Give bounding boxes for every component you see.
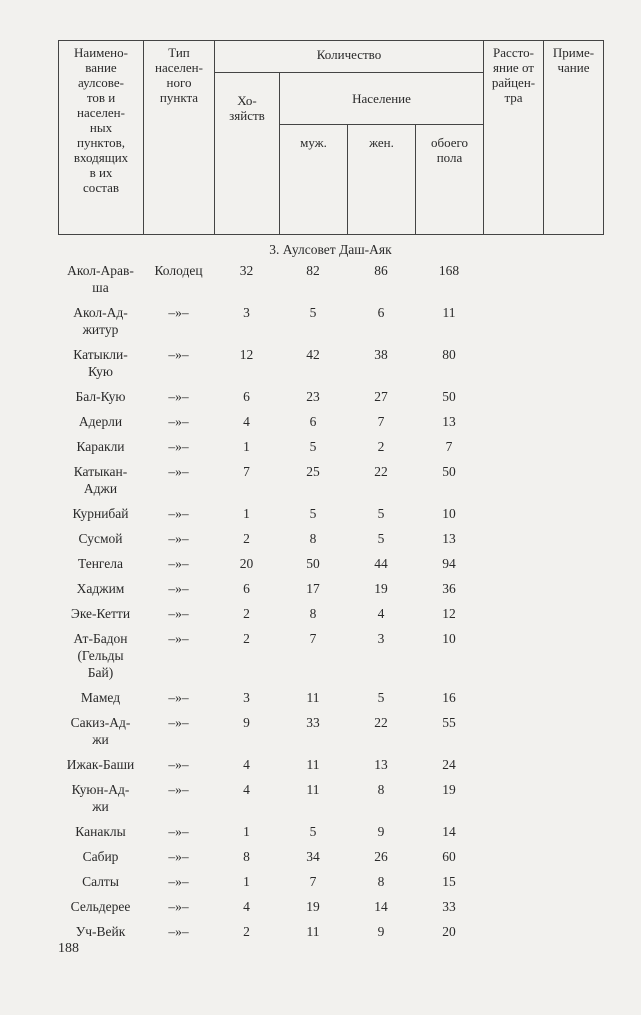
female-count: 5	[377, 506, 385, 521]
table-row	[58, 823, 603, 840]
table-row	[58, 388, 603, 405]
settlement-name: Акол-Ад- житур	[73, 305, 128, 337]
female-count: 9	[377, 924, 385, 939]
male-count: 25	[306, 464, 320, 479]
settlement-type: –»–	[168, 414, 189, 429]
settlement-name: Уч-Вейк	[75, 924, 126, 939]
male-count: 6	[309, 414, 317, 429]
table-row	[58, 438, 603, 455]
settlement-name: Ат-Бадон (Гельды Бай)	[73, 631, 128, 680]
households-count: 4	[243, 414, 250, 429]
households-count: 4	[243, 899, 250, 914]
households-count: 6	[243, 389, 250, 404]
households-count: 3	[243, 690, 250, 705]
header-households: Хо- зяйств	[215, 73, 280, 235]
households-count: 2	[243, 924, 250, 939]
total-count: 50	[442, 389, 456, 404]
header-quantity: Количество	[215, 41, 484, 73]
female-count: 6	[377, 305, 385, 320]
settlement-type: –»–	[168, 899, 189, 914]
table-row	[58, 873, 603, 890]
table-row	[58, 756, 603, 773]
settlement-type: –»–	[168, 556, 189, 571]
total-count: 24	[442, 757, 456, 772]
female-count: 27	[374, 389, 388, 404]
table-row	[58, 605, 603, 622]
female-count: 13	[374, 757, 388, 772]
header-name: Наимено- вание аулсове- тов и населен- ных пунктов, входящих в их состав	[59, 41, 144, 235]
female-count: 26	[374, 849, 388, 864]
households-count: 4	[243, 782, 250, 797]
settlement-type: –»–	[168, 874, 189, 889]
table-row	[58, 530, 603, 547]
households-count: 2	[243, 631, 250, 646]
settlement-type: –»–	[168, 347, 189, 362]
settlement-name: Бал-Кую	[75, 389, 126, 404]
settlement-name: Эке-Кетти	[70, 606, 131, 621]
table-row	[58, 898, 603, 915]
male-count: 33	[306, 715, 320, 730]
male-count: 50	[306, 556, 320, 571]
settlement-name: Хаджим	[76, 581, 125, 596]
header-both: обоего пола	[416, 125, 484, 235]
households-count: 2	[243, 606, 250, 621]
settlement-name: Сельдерее	[70, 899, 131, 914]
header-population: Население	[280, 73, 484, 125]
settlement-type: –»–	[168, 439, 189, 454]
households-count: 4	[243, 757, 250, 772]
households-count: 1	[243, 439, 250, 454]
male-count: 19	[306, 899, 320, 914]
male-count: 11	[306, 690, 320, 705]
total-count: 14	[442, 824, 456, 839]
settlement-type: –»–	[168, 464, 189, 479]
male-count: 34	[306, 849, 320, 864]
table-row	[58, 923, 603, 940]
header-type: Тип населен- ного пункта	[144, 41, 215, 235]
female-count: 8	[377, 874, 385, 889]
households-count: 12	[239, 347, 254, 362]
table-header	[58, 40, 604, 235]
total-count: 33	[442, 899, 456, 914]
male-count: 7	[309, 874, 317, 889]
table-row	[58, 714, 603, 748]
total-count: 13	[442, 414, 456, 429]
header-note: Приме- чание	[544, 41, 604, 235]
female-count: 3	[377, 631, 385, 646]
total-count: 16	[442, 690, 456, 705]
female-count: 8	[377, 782, 385, 797]
settlement-name: Салты	[82, 874, 119, 889]
male-count: 42	[306, 347, 320, 362]
table-row	[58, 463, 603, 497]
households-count: 1	[243, 506, 250, 521]
households-count: 32	[239, 263, 254, 278]
header-male: муж.	[280, 125, 348, 235]
settlement-name: Сусмой	[78, 531, 123, 546]
table-row	[58, 630, 603, 681]
households-count: 1	[243, 874, 250, 889]
settlement-name: Адерли	[78, 414, 123, 429]
households-count: 20	[239, 556, 254, 571]
table-row	[58, 781, 603, 815]
header-female: жен.	[348, 125, 416, 235]
settlement-name: Каракли	[76, 439, 125, 454]
female-count: 22	[374, 464, 388, 479]
settlement-name: Сабир	[82, 849, 119, 864]
section-title: 3. Аулсовет Даш-Аяк	[269, 242, 392, 257]
total-count: 55	[442, 715, 456, 730]
total-count: 80	[442, 347, 456, 362]
households-count: 8	[243, 849, 250, 864]
total-count: 12	[442, 606, 456, 621]
female-count: 9	[377, 824, 385, 839]
total-count: 50	[442, 464, 456, 479]
page-number: 188	[58, 941, 79, 956]
table-row	[58, 262, 603, 296]
total-count: 10	[442, 506, 456, 521]
settlement-type: Колодец	[154, 263, 203, 278]
households-count: 7	[243, 464, 250, 479]
female-count: 5	[377, 531, 385, 546]
table-row	[58, 689, 603, 706]
settlement-name: Ижак-Баши	[66, 757, 135, 772]
settlement-name: Курнибай	[72, 506, 129, 521]
total-count: 20	[442, 924, 456, 939]
male-count: 7	[309, 631, 317, 646]
male-count: 5	[309, 506, 317, 521]
settlement-type: –»–	[168, 690, 189, 705]
female-count: 86	[374, 263, 388, 278]
male-count: 23	[306, 389, 320, 404]
settlement-type: –»–	[168, 782, 189, 797]
table-row	[58, 580, 603, 597]
settlement-type: –»–	[168, 581, 189, 596]
table-row	[58, 505, 603, 522]
settlement-name: Акол-Арав- ша	[67, 263, 134, 295]
households-count: 6	[243, 581, 250, 596]
settlement-type: –»–	[168, 305, 189, 320]
total-count: 19	[442, 782, 456, 797]
settlement-name: Куюн-Ад- жи	[71, 782, 130, 814]
settlement-name: Катыкли- Кую	[73, 347, 128, 379]
settlement-type: –»–	[168, 531, 189, 546]
settlement-type: –»–	[168, 849, 189, 864]
households-count: 2	[243, 531, 250, 546]
total-count: 7	[445, 439, 453, 454]
settlement-type: –»–	[168, 824, 189, 839]
households-count: 9	[243, 715, 250, 730]
settlement-type: –»–	[168, 606, 189, 621]
male-count: 11	[306, 782, 320, 797]
female-count: 44	[374, 556, 388, 571]
total-count: 15	[442, 874, 456, 889]
male-count: 5	[309, 439, 317, 454]
settlement-type: –»–	[168, 924, 189, 939]
male-count: 17	[306, 581, 320, 596]
table-row	[58, 555, 603, 572]
female-count: 7	[377, 414, 385, 429]
settlement-type: –»–	[168, 757, 189, 772]
table-row	[58, 346, 603, 380]
total-count: 11	[442, 305, 456, 320]
settlement-name: Канаклы	[75, 824, 126, 839]
table-row	[58, 304, 603, 338]
male-count: 5	[309, 824, 317, 839]
male-count: 8	[309, 531, 317, 546]
male-count: 82	[306, 263, 320, 278]
total-count: 168	[438, 263, 460, 278]
settlement-type: –»–	[168, 631, 189, 646]
households-count: 1	[243, 824, 250, 839]
header-distance: Рассто- яние от райцен- тра	[484, 41, 544, 235]
settlement-name: Сакиз-Ад- жи	[70, 715, 131, 747]
female-count: 5	[377, 690, 385, 705]
male-count: 8	[309, 606, 317, 621]
settlement-name: Катыкан- Аджи	[73, 464, 128, 496]
table-row	[58, 848, 603, 865]
settlement-name: Мамед	[80, 690, 121, 705]
female-count: 2	[377, 439, 385, 454]
settlement-type: –»–	[168, 389, 189, 404]
female-count: 19	[374, 581, 388, 596]
female-count: 22	[374, 715, 388, 730]
total-count: 94	[442, 556, 456, 571]
households-count: 3	[243, 305, 250, 320]
female-count: 14	[374, 899, 388, 914]
male-count: 11	[306, 757, 320, 772]
settlement-type: –»–	[168, 506, 189, 521]
total-count: 13	[442, 531, 456, 546]
total-count: 10	[442, 631, 456, 646]
table-row	[58, 413, 603, 430]
settlement-type: –»–	[168, 715, 189, 730]
total-count: 60	[442, 849, 456, 864]
female-count: 4	[377, 606, 385, 621]
male-count: 5	[309, 305, 317, 320]
total-count: 36	[442, 581, 456, 596]
male-count: 11	[306, 924, 320, 939]
settlement-name: Тенгела	[77, 556, 124, 571]
female-count: 38	[374, 347, 388, 362]
